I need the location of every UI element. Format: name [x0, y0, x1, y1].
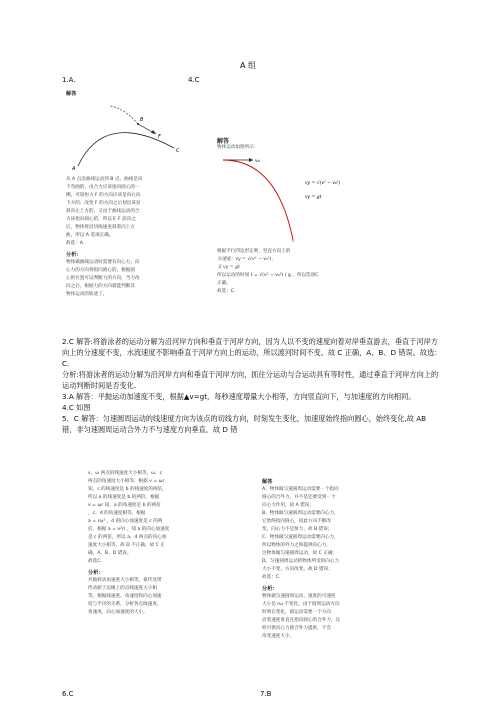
line: 向心力作用，故 A 错误；	[262, 503, 315, 508]
answer-6: 6.C	[62, 690, 74, 698]
line: 是 c 的两倍，所以 a、d 两点的向心加	[88, 535, 167, 540]
line: 所以物体的外力之和提供向心力，	[262, 543, 331, 548]
label-b: B	[140, 117, 144, 123]
line: B、物体做匀速圆周运动需要向心力，	[262, 511, 339, 516]
line: 从 A 点沿曲线运动到 B 点，曲线是向	[66, 177, 143, 182]
answer-3-text: 3.A 解答：平抛运动加速度不变，根据▲v=gt，每秒速度增量大小相等，方向竖直向下，与加速度的方向相同。	[62, 392, 416, 401]
dashed-path	[110, 106, 138, 124]
trajectory-diagram	[64, 100, 188, 174]
panel4-body	[262, 486, 380, 641]
parabola-path	[223, 160, 293, 240]
line: ，c、d 的角速度相等，根据	[88, 511, 146, 516]
line: 改变速度大小。	[262, 634, 295, 639]
solution-panel-3	[84, 468, 206, 688]
answer-1: 1.A.	[62, 76, 76, 84]
line: 力该指向圆心的，所以在 F 前向之	[66, 217, 136, 222]
panel2-body	[217, 248, 351, 296]
eq-vy-sqrt: vy = √(v² − v₀²)	[305, 181, 341, 186]
line: 心力的方向将指向圆心的，根据圆	[66, 268, 135, 273]
answer-7: 7.B	[260, 690, 272, 698]
line: 所以 a 的线速度是 b 的两倍，根据	[88, 495, 160, 500]
line: 斜向左上方的，又由于曲线运动的合	[66, 209, 140, 214]
line: 确，A、B、D 错误。	[88, 551, 132, 556]
line: 速度大小相等，故 D 不正确，故 C 正	[88, 543, 165, 548]
line: 向之后，根据力的方向就能判断其	[66, 284, 135, 289]
answer-4: 4.C	[188, 76, 200, 84]
line: v = ωr 知，a 的角速度是 b 的两倍	[88, 503, 161, 508]
line: 根据平行四边形定则，竖直方向上的	[217, 249, 291, 254]
line: 大小不变，方向改变，故 D 错误；	[262, 567, 333, 572]
line: A、物体做匀速圆周运动需要一个指向	[262, 487, 339, 492]
line: 度与半径的关系，分析各点线速度、	[88, 602, 162, 607]
line: 时刻在变化，圆运动需要一个方向	[262, 610, 331, 615]
line: 它始终指向圆心，因此方向不断改	[262, 519, 331, 524]
line: 倍，根据 a = v²/r ，知 a 的向心加速度	[88, 527, 170, 532]
line: 所以运动的时间 t = √(v² − v₀²) / g ，所以选项C	[217, 273, 319, 278]
line: 物体运动的轨迹了。	[66, 292, 108, 297]
eq-vy-gt: vy = gt	[305, 195, 322, 200]
point-b-dot	[137, 123, 139, 125]
solution-panel-1	[62, 86, 190, 332]
line: 侧，可知恒力 F 的方向应该是向右向	[66, 193, 141, 198]
label-f: F	[158, 134, 161, 140]
line: 故选：C.	[217, 289, 236, 294]
line: 知，c 的线速度是 b 的线速度的两倍，	[88, 487, 167, 492]
answer-2-text: 2.C 解答:将游泳者的运动分解为沿河岸方向和垂直于河岸方向，因为人以不变的速度向着对岸垂直游去，垂直于河岸方向上的分速度不变，水流速度不影响垂直于河岸方向上的运动，所以渡河时间不变。故 C 正确，A、B、D 错误。故选：C.	[62, 337, 442, 368]
line: 样可供向心力使合外力提供，不会	[262, 626, 331, 631]
panel4-heading: 解答	[262, 479, 273, 485]
panel3-body	[88, 470, 206, 617]
analysis-heading: 分析：	[66, 252, 82, 258]
line: 下弯曲的，由合力应该指向圆心的一	[66, 185, 140, 190]
answers-body	[62, 336, 442, 435]
line: 又 vy = gt	[217, 265, 240, 270]
line: 等，根据线速度、角速度和向心加速	[88, 594, 162, 599]
analysis-heading: 分析：	[88, 570, 104, 576]
line: v、ω 两点的线速度大小相等，ω、c	[88, 471, 163, 476]
line: a = rω² ，d 的向心加速度是 c 的两	[88, 519, 163, 524]
arrow-head	[151, 130, 156, 134]
line: 沿着速度垂直且指向圆心的合外力，这	[262, 618, 341, 623]
line: 传动轮子边缘上的点线速度大小相	[88, 586, 157, 591]
panel1-body	[66, 176, 190, 299]
line: 下方的；改变 F 的方向之后划出该显	[66, 201, 141, 206]
panel2-intro: 物体运动如图所示：	[217, 145, 259, 150]
line: 分速度：vy = √(v² − v₀²)，	[217, 257, 276, 262]
line: 心的位置可以判断力的方向，当力改	[66, 276, 140, 281]
answer-5-text: 5．C 解答：匀速圆周运动的线速度方向为该点的切线方向，时刻发生变化，加速度始终指向圆心，始终变化,故 AB 错，非匀速圆周运动合外力不与速度方向垂直，故 D 错	[62, 414, 427, 434]
line: 圆心的合外力，并不是还要受到一个	[262, 495, 336, 500]
answer-2-analysis: 分析:将游泳者的运动分解为沿河岸方向和垂直于河岸方向，抓住分运动与合运动具有等时性，通过垂直于河岸方向上的运动判断时间是否变化.	[62, 370, 439, 390]
label-c: C	[176, 148, 180, 154]
line: 后，物体将沿切线速度斜着向上方	[66, 225, 135, 230]
line: 变，向心力不是恒力，故 B 错误；	[262, 527, 333, 532]
solution-panel-2	[213, 132, 353, 336]
line: 故选：C.	[262, 575, 281, 580]
page-title: A 组	[239, 61, 256, 70]
line: 这物体做匀速圆周运动，故 C 正确；	[262, 551, 338, 556]
answer-4-text: 4.C 如图	[62, 403, 91, 412]
line: 曲，所以 A 选项正确。	[66, 233, 114, 238]
panel2-heading: 解答	[217, 138, 230, 145]
panel1-heading: 解答	[66, 91, 77, 97]
label-a: A	[72, 166, 76, 172]
line: 共轴转动角速度大小相等，靠传送带	[88, 578, 162, 583]
line: D、匀速圆周运动的物体所受的向心力	[262, 559, 340, 564]
v0-label: v₀	[255, 158, 260, 164]
line: 故选C.	[88, 559, 102, 564]
line: 正确。	[217, 281, 231, 286]
line: C、物体做匀速圆周运动需要向心力，	[262, 535, 339, 540]
line: 角速度、向心加速度的大小。	[88, 610, 148, 615]
solution-panel-4	[258, 476, 380, 676]
line: 两点的角速度大小相等，根据 v = ωr	[88, 479, 165, 484]
line: 大小是 rω 不变化，由于圆周运动方向	[262, 602, 340, 607]
line: 物体做曲线运动时需要有向心力，向	[66, 260, 140, 265]
analysis-heading: 分析：	[262, 586, 278, 592]
line: 故选：A.	[66, 241, 85, 246]
v0-arrow-head	[249, 158, 253, 162]
line: 物体做匀速圆周运动，速度的可速度	[262, 594, 336, 599]
projectile-diagram	[217, 154, 351, 246]
